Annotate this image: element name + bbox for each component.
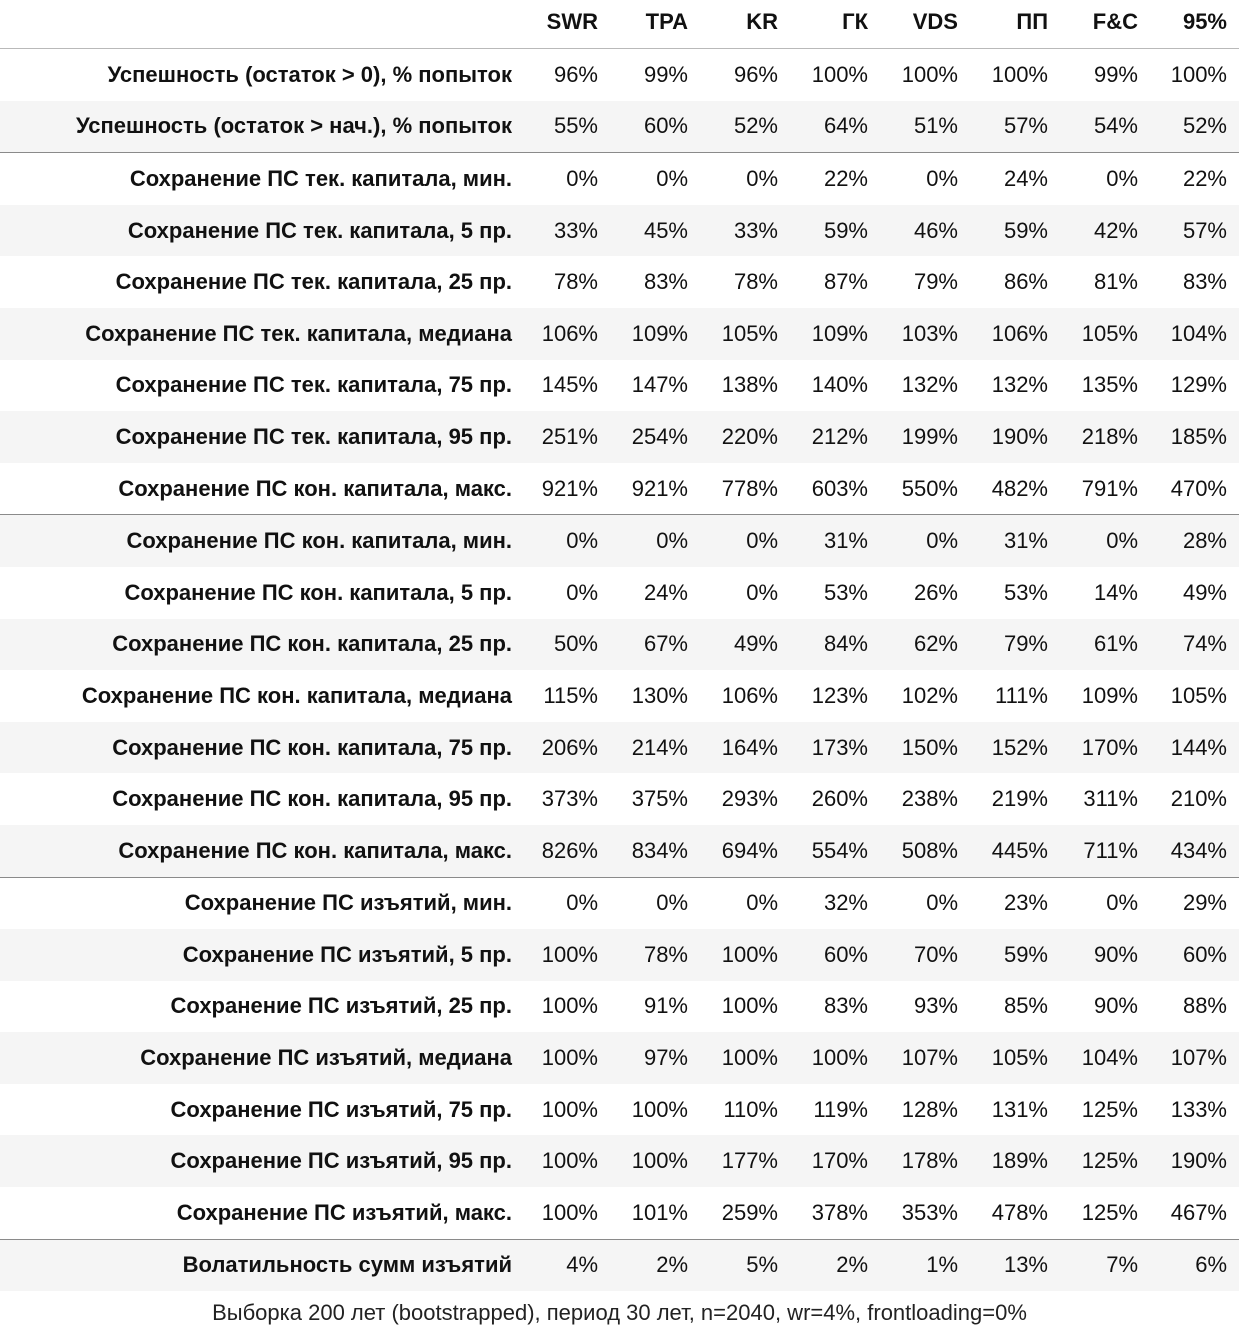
table-cell: 0% bbox=[520, 153, 610, 205]
table-cell: 100% bbox=[901, 61, 958, 87]
table-cell: 5% bbox=[700, 1239, 790, 1291]
table-cell: 83% bbox=[643, 269, 688, 295]
table-cell: 78% bbox=[610, 929, 700, 981]
header-corner bbox=[0, 0, 520, 49]
table-cell: 49% bbox=[1182, 579, 1227, 605]
table-cell: 375% bbox=[631, 786, 688, 812]
table-cell: 508% bbox=[880, 825, 970, 877]
table-cell: 7% bbox=[1060, 1239, 1150, 1291]
table-cell: 100% bbox=[610, 1135, 700, 1187]
table-cell: 173% bbox=[790, 722, 880, 774]
row-label: Сохранение ПС тек. капитала, 25 пр. bbox=[115, 269, 512, 295]
table-cell: 147% bbox=[631, 372, 688, 398]
table-cell: 57% bbox=[1150, 205, 1239, 257]
table-cell: 100% bbox=[721, 993, 778, 1019]
table-cell: 42% bbox=[1060, 205, 1150, 257]
column-header: TPA bbox=[610, 0, 700, 49]
table-cell: 100% bbox=[541, 993, 598, 1019]
table-cell: 60% bbox=[1150, 929, 1239, 981]
table-cell: 694% bbox=[700, 825, 790, 877]
table-cell: 45% bbox=[610, 205, 700, 257]
table-cell: 28% bbox=[1150, 515, 1239, 567]
table-cell: 140% bbox=[811, 372, 868, 398]
table-row bbox=[0, 308, 1239, 360]
table-cell: 178% bbox=[880, 1135, 970, 1187]
table-cell: 90% bbox=[1060, 929, 1150, 981]
table-cell: 105% bbox=[1170, 682, 1227, 708]
table-cell: 106% bbox=[970, 308, 1060, 360]
table-cell: 554% bbox=[790, 825, 880, 877]
table-cell: 251% bbox=[520, 411, 610, 463]
row-label: Сохранение ПС изъятий, мин. bbox=[0, 877, 520, 929]
table-cell: 62% bbox=[880, 619, 970, 671]
table-cell: 144% bbox=[1150, 722, 1239, 774]
table-cell: 260% bbox=[811, 786, 868, 812]
table-cell: 85% bbox=[1003, 993, 1048, 1019]
table-cell: 87% bbox=[823, 269, 868, 295]
table-cell: 150% bbox=[880, 722, 970, 774]
table-cell: 100% bbox=[811, 61, 868, 87]
row-label: Сохранение ПС изъятий, макс. bbox=[176, 1199, 512, 1225]
table-cell: 0% bbox=[880, 153, 970, 205]
table-cell: 206% bbox=[520, 722, 610, 774]
table-cell: 0% bbox=[880, 877, 970, 929]
table-cell: 102% bbox=[901, 682, 958, 708]
table-cell: 129% bbox=[1170, 372, 1227, 398]
table-cell: 164% bbox=[700, 722, 790, 774]
header-row bbox=[0, 0, 1239, 49]
table-cell: 119% bbox=[813, 1096, 868, 1122]
table-cell: 0% bbox=[610, 877, 700, 929]
table-cell: 145% bbox=[541, 372, 598, 398]
table-cell: 67% bbox=[610, 619, 700, 671]
table-cell: 22% bbox=[1150, 153, 1239, 205]
table-row bbox=[0, 256, 1239, 308]
table-cell: 123% bbox=[811, 682, 868, 708]
row-label: Сохранение ПС тек. капитала, 75 пр. bbox=[115, 372, 512, 398]
table-cell: 84% bbox=[790, 619, 880, 671]
table-row bbox=[0, 360, 1239, 412]
table-cell: 218% bbox=[1060, 411, 1150, 463]
table-cell: 109% bbox=[610, 308, 700, 360]
table-cell: 0% bbox=[700, 877, 790, 929]
row-label: Сохранение ПС кон. капитала, макс. bbox=[118, 475, 512, 501]
table-cell: 107% bbox=[880, 1032, 970, 1084]
table-row bbox=[0, 877, 1239, 929]
table-cell: 311% bbox=[1083, 786, 1138, 812]
table-cell: 26% bbox=[913, 579, 958, 605]
row-label: Волатильность сумм изъятий bbox=[0, 1239, 520, 1291]
table-cell: 49% bbox=[700, 619, 790, 671]
table-cell: 353% bbox=[901, 1199, 958, 1225]
table-cell: 293% bbox=[721, 786, 778, 812]
row-label: Сохранение ПС кон. капитала, медиана bbox=[81, 682, 512, 708]
table-cell: 31% bbox=[970, 515, 1060, 567]
table-cell: 60% bbox=[610, 101, 700, 153]
table-cell: 177% bbox=[700, 1135, 790, 1187]
table-cell: 51% bbox=[880, 101, 970, 153]
table-cell: 190% bbox=[1150, 1135, 1239, 1187]
table-cell: 53% bbox=[823, 579, 868, 605]
column-header: VDS bbox=[880, 0, 970, 49]
table-cell: 470% bbox=[1170, 475, 1227, 501]
table-cell: 59% bbox=[970, 929, 1060, 981]
column-header: SWR bbox=[520, 0, 610, 49]
table-cell: 478% bbox=[991, 1199, 1048, 1225]
row-label: Успешность (остаток > 0), % попыток bbox=[107, 61, 512, 87]
table-row bbox=[0, 1032, 1239, 1084]
table-cell: 238% bbox=[901, 786, 958, 812]
table-cell: 100% bbox=[541, 1199, 598, 1225]
table-cell: 104% bbox=[1150, 308, 1239, 360]
table-cell: 132% bbox=[901, 372, 958, 398]
row-label: Сохранение ПС изъятий, 95 пр. bbox=[0, 1135, 520, 1187]
table-cell: 79% bbox=[913, 269, 958, 295]
table-cell: 86% bbox=[1003, 269, 1048, 295]
table-cell: 31% bbox=[790, 515, 880, 567]
table-cell: 78% bbox=[553, 269, 598, 295]
table-cell: 0% bbox=[700, 153, 790, 205]
row-label: Сохранение ПС кон. капитала, 75 пр. bbox=[0, 722, 520, 774]
table-cell: 603% bbox=[811, 475, 868, 501]
table-cell: 106% bbox=[721, 682, 778, 708]
table-cell: 50% bbox=[520, 619, 610, 671]
table-cell: 103% bbox=[880, 308, 970, 360]
table-cell: 104% bbox=[1060, 1032, 1150, 1084]
table-cell: 53% bbox=[1003, 579, 1048, 605]
table-cell: 711% bbox=[1060, 825, 1150, 877]
table-cell: 83% bbox=[823, 993, 868, 1019]
table-cell: 170% bbox=[1060, 722, 1150, 774]
column-header: ПП bbox=[970, 0, 1060, 49]
table-row bbox=[0, 1135, 1239, 1187]
table-cell: 434% bbox=[1150, 825, 1239, 877]
table-cell: 61% bbox=[1060, 619, 1150, 671]
table-row bbox=[0, 463, 1239, 515]
table-cell: 1% bbox=[880, 1239, 970, 1291]
table-row bbox=[0, 101, 1239, 153]
table-cell: 135% bbox=[1081, 372, 1138, 398]
table-cell: 100% bbox=[700, 1032, 790, 1084]
table-row bbox=[0, 567, 1239, 619]
table-cell: 0% bbox=[700, 515, 790, 567]
column-header: 95% bbox=[1150, 0, 1239, 49]
table-cell: 23% bbox=[970, 877, 1060, 929]
table-cell: 210% bbox=[1170, 786, 1227, 812]
table-cell: 22% bbox=[790, 153, 880, 205]
table-cell: 52% bbox=[700, 101, 790, 153]
table-cell: 550% bbox=[901, 475, 958, 501]
table-cell: 100% bbox=[520, 1032, 610, 1084]
table-cell: 101% bbox=[631, 1199, 688, 1225]
table-row bbox=[0, 929, 1239, 981]
table-cell: 74% bbox=[1150, 619, 1239, 671]
table-cell: 259% bbox=[721, 1199, 778, 1225]
row-label: Сохранение ПС кон. капитала, макс. bbox=[0, 825, 520, 877]
table-cell: 109% bbox=[1081, 682, 1138, 708]
table-cell: 467% bbox=[1170, 1199, 1227, 1225]
table-cell: 189% bbox=[970, 1135, 1060, 1187]
table-row bbox=[0, 1084, 1239, 1136]
table-row bbox=[0, 205, 1239, 257]
table-cell: 100% bbox=[790, 1032, 880, 1084]
table-cell: 60% bbox=[790, 929, 880, 981]
row-label: Сохранение ПС изъятий, медиана bbox=[0, 1032, 520, 1084]
column-header: F&C bbox=[1060, 0, 1150, 49]
table-cell: 107% bbox=[1150, 1032, 1239, 1084]
table-cell: 24% bbox=[643, 579, 688, 605]
table-cell: 13% bbox=[970, 1239, 1060, 1291]
table-cell: 110% bbox=[723, 1096, 778, 1122]
row-label: Успешность (остаток > нач.), % попыток bbox=[0, 101, 520, 153]
table-cell: 125% bbox=[1081, 1199, 1138, 1225]
table-cell: 212% bbox=[790, 411, 880, 463]
table-cell: 100% bbox=[631, 1096, 688, 1122]
table-cell: 826% bbox=[520, 825, 610, 877]
table-row bbox=[0, 670, 1239, 722]
table-cell: 152% bbox=[970, 722, 1060, 774]
table-cell: 778% bbox=[721, 475, 778, 501]
table-cell: 91% bbox=[643, 993, 688, 1019]
table-cell: 482% bbox=[991, 475, 1048, 501]
row-label: Сохранение ПС тек. капитала, медиана bbox=[0, 308, 520, 360]
table-cell: 185% bbox=[1150, 411, 1239, 463]
table-cell: 0% bbox=[880, 515, 970, 567]
table-cell: 190% bbox=[970, 411, 1060, 463]
table-cell: 219% bbox=[991, 786, 1048, 812]
table-cell: 2% bbox=[790, 1239, 880, 1291]
table-row bbox=[0, 773, 1239, 825]
table-cell: 0% bbox=[566, 579, 598, 605]
table-cell: 128% bbox=[901, 1096, 958, 1122]
table-cell: 4% bbox=[520, 1239, 610, 1291]
table-cell: 170% bbox=[790, 1135, 880, 1187]
table-cell: 70% bbox=[880, 929, 970, 981]
table-cell: 106% bbox=[520, 308, 610, 360]
table-row bbox=[0, 1187, 1239, 1239]
table-cell: 100% bbox=[1170, 61, 1227, 87]
table-cell: 0% bbox=[746, 579, 778, 605]
table-cell: 100% bbox=[520, 1135, 610, 1187]
table-header bbox=[0, 0, 1239, 49]
table-cell: 130% bbox=[631, 682, 688, 708]
table-cell: 88% bbox=[1182, 993, 1227, 1019]
table-cell: 6% bbox=[1150, 1239, 1239, 1291]
table-cell: 99% bbox=[1093, 61, 1138, 87]
table-row bbox=[0, 49, 1239, 101]
table-cell: 138% bbox=[721, 372, 778, 398]
table-cell: 0% bbox=[1060, 877, 1150, 929]
table-cell: 100% bbox=[541, 1096, 598, 1122]
table-cell: 33% bbox=[700, 205, 790, 257]
table-cell: 32% bbox=[790, 877, 880, 929]
table-cell: 834% bbox=[610, 825, 700, 877]
table-cell: 96% bbox=[553, 61, 598, 87]
table-cell: 132% bbox=[991, 372, 1048, 398]
table-cell: 100% bbox=[991, 61, 1048, 87]
table-row bbox=[0, 619, 1239, 671]
table-cell: 99% bbox=[643, 61, 688, 87]
table-cell: 0% bbox=[610, 153, 700, 205]
table-cell: 921% bbox=[631, 475, 688, 501]
table-cell: 109% bbox=[790, 308, 880, 360]
table-cell: 445% bbox=[970, 825, 1060, 877]
table-cell: 131% bbox=[991, 1096, 1048, 1122]
row-label: Сохранение ПС кон. капитала, 25 пр. bbox=[0, 619, 520, 671]
table-cell: 54% bbox=[1060, 101, 1150, 153]
row-label: Сохранение ПС изъятий, 25 пр. bbox=[170, 993, 512, 1019]
table-row bbox=[0, 1239, 1239, 1291]
table-cell: 59% bbox=[790, 205, 880, 257]
table-cell: 214% bbox=[610, 722, 700, 774]
table-cell: 125% bbox=[1060, 1135, 1150, 1187]
table-cell: 105% bbox=[970, 1032, 1060, 1084]
table-cell: 55% bbox=[520, 101, 610, 153]
table-cell: 125% bbox=[1081, 1096, 1138, 1122]
table-row bbox=[0, 825, 1239, 877]
table-cell: 2% bbox=[610, 1239, 700, 1291]
table-row bbox=[0, 411, 1239, 463]
table-row bbox=[0, 722, 1239, 774]
row-label: Сохранение ПС кон. капитала, 95 пр. bbox=[112, 786, 512, 812]
table-row bbox=[0, 153, 1239, 205]
table-cell: 791% bbox=[1081, 475, 1138, 501]
table-cell: 0% bbox=[520, 515, 610, 567]
table-cell: 100% bbox=[700, 929, 790, 981]
table-row bbox=[0, 515, 1239, 567]
table-cell: 93% bbox=[913, 993, 958, 1019]
table-cell: 0% bbox=[610, 515, 700, 567]
table-cell: 921% bbox=[541, 475, 598, 501]
table-cell: 24% bbox=[970, 153, 1060, 205]
row-label: Сохранение ПС кон. капитала, 5 пр. bbox=[124, 579, 512, 605]
table-cell: 96% bbox=[733, 61, 778, 87]
table-cell: 29% bbox=[1150, 877, 1239, 929]
table-cell: 64% bbox=[790, 101, 880, 153]
table-cell: 115% bbox=[543, 682, 598, 708]
table-cell: 97% bbox=[610, 1032, 700, 1084]
table-cell: 79% bbox=[970, 619, 1060, 671]
table-cell: 46% bbox=[880, 205, 970, 257]
table-cell: 100% bbox=[520, 929, 610, 981]
column-header: KR bbox=[700, 0, 790, 49]
table-body bbox=[0, 49, 1239, 1292]
table-cell: 378% bbox=[811, 1199, 868, 1225]
table-cell: 83% bbox=[1182, 269, 1227, 295]
table-cell: 133% bbox=[1170, 1096, 1227, 1122]
table-cell: 111% bbox=[994, 682, 1048, 708]
row-label: Сохранение ПС тек. капитала, мин. bbox=[0, 153, 520, 205]
table-cell: 52% bbox=[1150, 101, 1239, 153]
row-label: Сохранение ПС изъятий, 75 пр. bbox=[170, 1096, 512, 1122]
table-cell: 81% bbox=[1093, 269, 1138, 295]
row-label: Сохранение ПС тек. капитала, 95 пр. bbox=[0, 411, 520, 463]
table-caption: Выборка 200 лет (bootstrapped), период 30 лет, n=2040, wr=4%, frontloading=0% bbox=[212, 1300, 1027, 1325]
table-cell: 373% bbox=[541, 786, 598, 812]
table-cell: 14% bbox=[1093, 579, 1138, 605]
table-cell: 105% bbox=[700, 308, 790, 360]
column-header: ГК bbox=[790, 0, 880, 49]
table-row bbox=[0, 981, 1239, 1033]
table-cell: 90% bbox=[1093, 993, 1138, 1019]
table-cell: 0% bbox=[1060, 153, 1150, 205]
row-label: Сохранение ПС изъятий, 5 пр. bbox=[0, 929, 520, 981]
table-cell: 199% bbox=[880, 411, 970, 463]
row-label: Сохранение ПС кон. капитала, мин. bbox=[0, 515, 520, 567]
table-cell: 0% bbox=[1060, 515, 1150, 567]
table-cell: 33% bbox=[520, 205, 610, 257]
table-cell: 105% bbox=[1060, 308, 1150, 360]
table-cell: 78% bbox=[733, 269, 778, 295]
table-cell: 0% bbox=[520, 877, 610, 929]
table-cell: 254% bbox=[610, 411, 700, 463]
table-cell: 220% bbox=[700, 411, 790, 463]
row-label: Сохранение ПС тек. капитала, 5 пр. bbox=[0, 205, 520, 257]
table-cell: 59% bbox=[970, 205, 1060, 257]
table-cell: 57% bbox=[970, 101, 1060, 153]
